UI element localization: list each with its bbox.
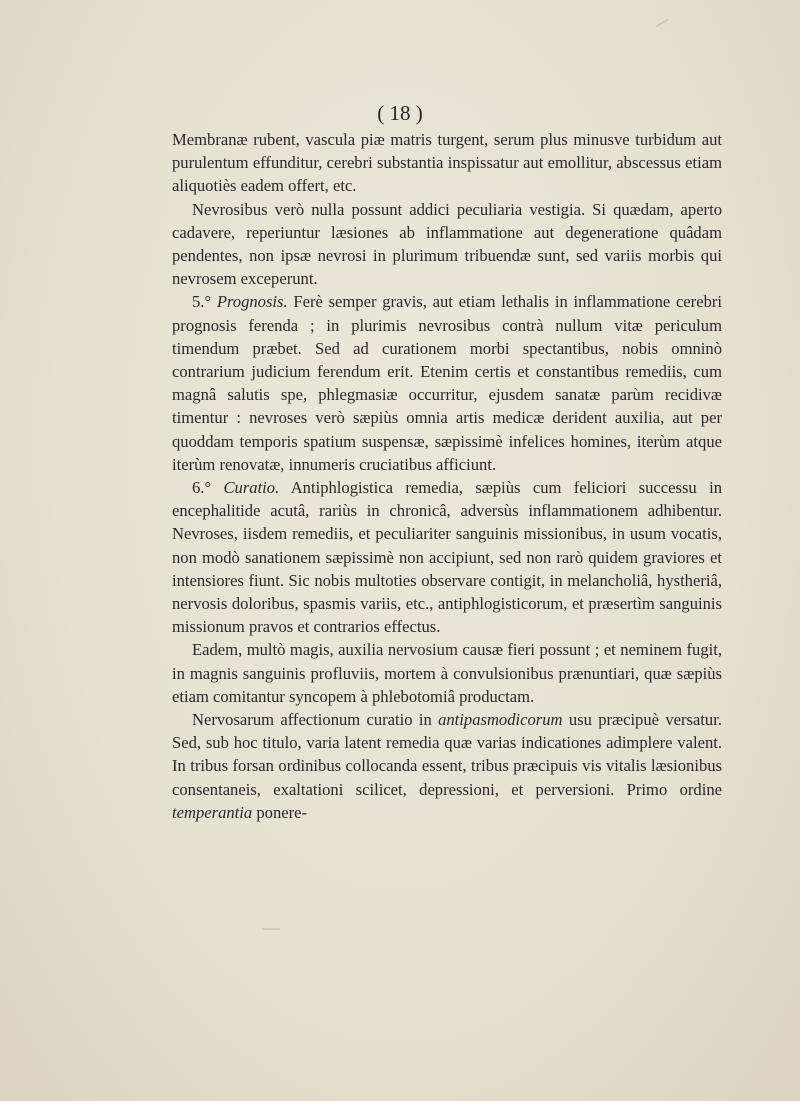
paragraph-text: Nevrosibus verò nulla possunt addici peculiaria vestigia. Si quædam, aperto cadavere, reperiuntur læsiones ab inflammatione aut degeneratione quâdam pendentes, non ipsæ nevrosi in plurimum tribuendæ sunt, sed variis morbis qui nevrosem exceperunt. xyxy=(172,199,722,289)
paragraph-text: Antiphlogistica remedia, sæpiùs cum feliciori successu in encephalitide acutâ, rariùs in chronicâ, adversùs inflammationem adhibentur. Nevroses, iisdem remediis, et peculiariter sanguinis missionibus, in usum vocatis, non modò sanationem sæpissimè non accipiunt, sed non rarò quidem graviores et intensiores fiunt. Sic nobis multoties observare contigit, in melancholiâ, hystheriâ, nervosis doloribus, spasmis variis, etc., antiphlogisticorum, et præsertìm sanguinis missionum pravos et contrarios effectus. xyxy=(172,478,722,637)
paragraph-curatio xyxy=(172,476,722,638)
paragraph-nevrosis-lesions xyxy=(172,198,722,291)
paragraph-text: ponere- xyxy=(252,802,308,822)
italic-term-temperantia: temperantia xyxy=(172,802,253,822)
paragraph-eadem xyxy=(172,638,722,708)
paragraph-text: Eadem, multò magis, auxilia nervosium causæ fieri possunt ; et neminem fugit, in magnis sanguinis profluviis, mortem à convulsionibus prænuntiari, quæ sæpiùs etiam comitantur syncopem à phlebotomiâ productam. xyxy=(172,640,722,706)
paragraph-text: Ferè semper gravis, aut etiam lethalis in inflammatione cerebri prognosis ferenda ; in plurimis nevrosibus contrà nullum vitæ periculum timendum præbet. Sed ad curationem morbi spectantibus, nobis omninò contrarium judicium ferendum erit. Etenim certis et constantibus remediis, cum magnâ salutis spe, phlegmasiæ occurritur, ejusdem sanatæ parùm recidivæ timentur : nevroses verò sæpiùs omnia artis medicæ derident auxilia, aut per quoddam temporis spatium suspensæ, sæpissimè infelices homines, iterùm atque iterùm renovatæ, innumeris cruciatibus afficiunt. xyxy=(172,292,722,474)
paragraph-nervosarum xyxy=(172,708,722,824)
paragraph-text: usu præcipuè versatur. Sed, sub hoc titulo, varia latent remedia quæ varias indicationes adimplere valent. In tribus forsan ordinibus collocanda essent, tribus præcipuis vis vitalis læsionibus consentaneis, exaltationi scilicet, depressioni, et perversioni. Primo ordine xyxy=(172,710,722,799)
paper-mark xyxy=(655,19,668,28)
paragraph-anatomy xyxy=(172,128,722,198)
section-title-prognosis: Prognosis. xyxy=(216,292,288,312)
section-number: 6.° xyxy=(192,478,224,498)
section-title-curatio: Curatio. xyxy=(223,478,280,498)
paragraph-text: Membranæ rubent, vascula piæ matris turgent, serum plus minusve turbidum aut purulentum effunditur, cerebri substantia inspissatur aut emollitur, abscessus etiam aliquotiès eadem offert, etc. xyxy=(172,130,722,196)
page-number: ( 18 ) xyxy=(377,101,423,125)
paragraph-prognosis xyxy=(172,290,722,476)
italic-term-antipasmodicorum: antipasmodicorum xyxy=(438,710,563,730)
body-text xyxy=(172,128,722,824)
section-number: 5.° xyxy=(192,292,217,312)
paper-mark xyxy=(262,928,280,930)
paragraph-text: Nervosarum affectionum curatio in xyxy=(192,710,439,730)
